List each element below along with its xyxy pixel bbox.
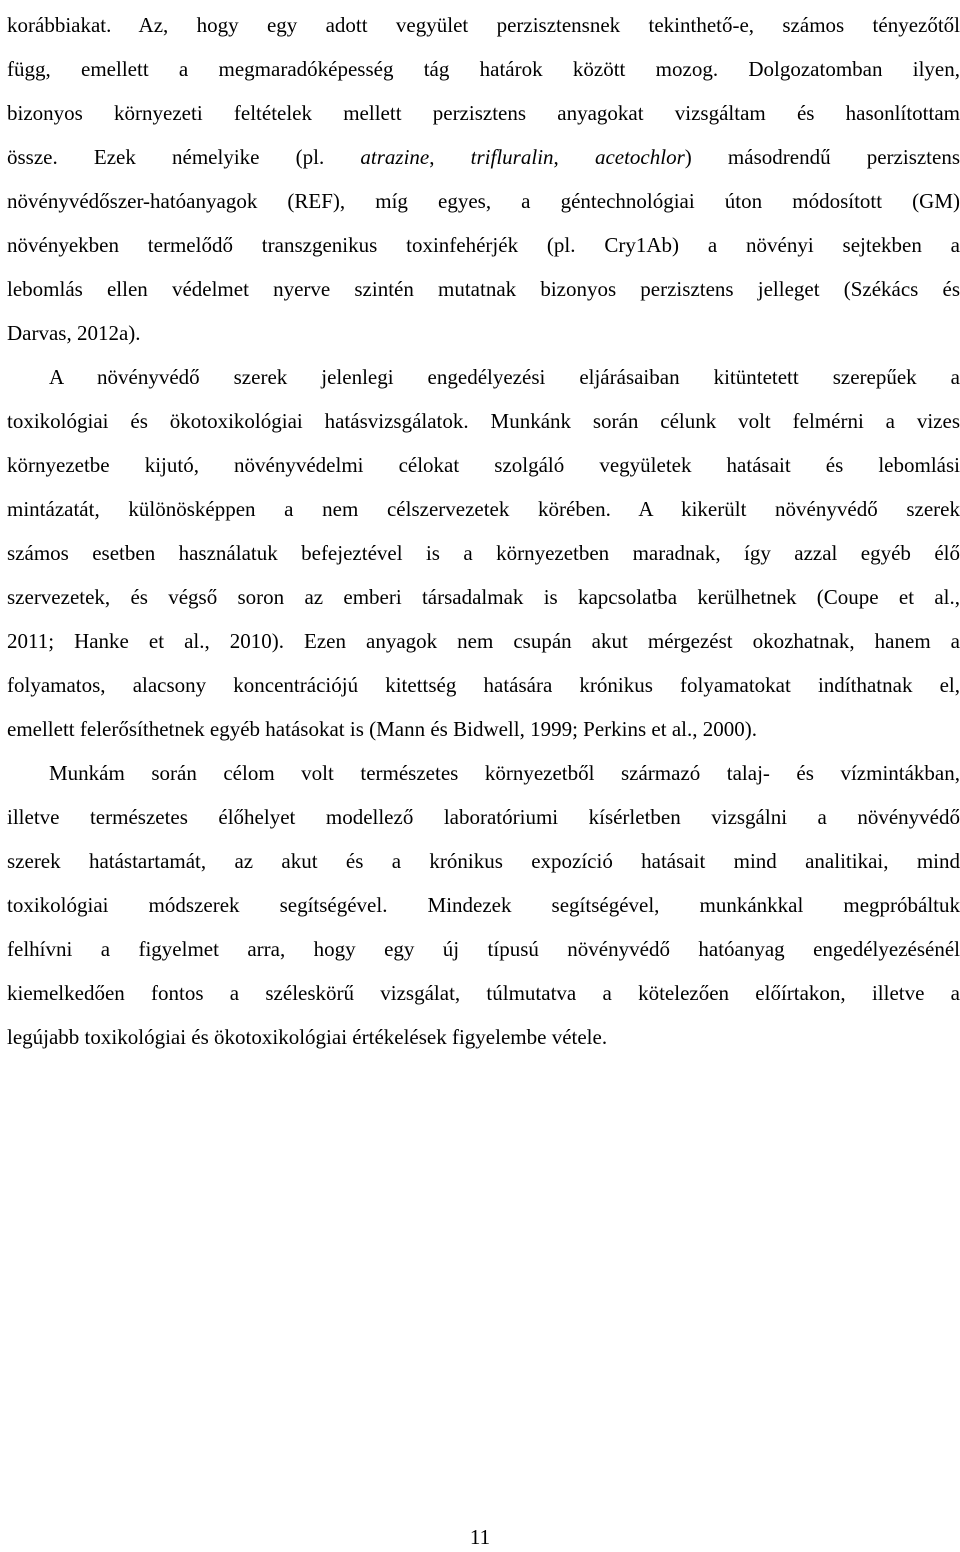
italic-text: acetochlor bbox=[594, 145, 685, 169]
text-line bbox=[7, 443, 960, 487]
text-segment: Munkám során célom volt természetes környezetből származó talaj- és vízmintákban, bbox=[49, 761, 960, 785]
text-line bbox=[7, 135, 960, 179]
text-line bbox=[7, 399, 960, 443]
text-segment: számos esetben használatuk befejeztével is a környezetben maradnak, így azzal egyéb élő bbox=[7, 541, 960, 565]
text-line bbox=[7, 927, 960, 971]
text-line bbox=[7, 91, 960, 135]
text-segment: növényekben termelődő transzgenikus toxinfehérjék (pl. Cry1Ab) a növényi sejtekben a bbox=[7, 233, 960, 257]
text-segment: toxikológiai és ökotoxikológiai hatásvizsgálatok. Munkánk során célunk volt felmérni a vizes bbox=[7, 409, 960, 433]
text-line bbox=[7, 179, 960, 223]
text-line bbox=[7, 839, 960, 883]
text-line bbox=[7, 267, 960, 311]
paragraph bbox=[7, 355, 960, 751]
text-segment: 2011; Hanke et al., 2010). Ezen anyagok nem csupán akut mérgezést okozhatnak, hanem a bbox=[7, 629, 960, 653]
text-line bbox=[7, 3, 960, 47]
text-line bbox=[7, 663, 960, 707]
page-number: 11 bbox=[469, 1525, 491, 1549]
text-line bbox=[7, 1015, 960, 1059]
text-segment: A növényvédő szerek jelenlegi engedélyezési eljárásaiban kitüntetett szerepűek a bbox=[49, 365, 960, 389]
text-line bbox=[7, 531, 960, 575]
text-line bbox=[7, 795, 960, 839]
text-segment: növényvédőszer-hatóanyagok (REF), míg egyes, a géntechnológiai úton módosított (GM) bbox=[7, 189, 960, 213]
text-segment: össze. Ezek némelyike (pl. bbox=[7, 145, 361, 169]
document-page bbox=[7, 3, 960, 1059]
text-segment: felhívni a figyelmet arra, hogy egy új típusú növényvédő hatóanyag engedélyezésénél bbox=[7, 937, 960, 961]
paragraph bbox=[7, 751, 960, 1059]
text-line bbox=[7, 751, 960, 795]
text-line bbox=[7, 47, 960, 91]
text-line bbox=[7, 971, 960, 1015]
text-line bbox=[7, 619, 960, 663]
text-segment: függ, emellett a megmaradóképesség tág határok között mozog. Dolgozatomban ilyen, bbox=[7, 57, 960, 81]
text-line bbox=[7, 487, 960, 531]
text-segment: szervezetek, és végső soron az emberi társadalmak is kapcsolatba kerülhetnek (Coupe et al., bbox=[7, 585, 960, 609]
text-line bbox=[7, 575, 960, 619]
text-segment: környezetbe kijutó, növényvédelmi célokat szolgáló vegyületek hatásait és lebomlási bbox=[7, 453, 960, 477]
text-line bbox=[7, 707, 960, 751]
text-line bbox=[7, 883, 960, 927]
text-segment: emellett felerősíthetnek egyéb hatásokat is (Mann és Bidwell, 1999; Perkins et al., 2000). bbox=[7, 717, 757, 741]
text-line bbox=[7, 311, 960, 355]
text-segment: legújabb toxikológiai és ökotoxikológiai értékelések figyelembe vétele. bbox=[7, 1025, 608, 1049]
italic-text: trifluralin bbox=[470, 145, 554, 169]
text-segment: folyamatos, alacsony koncentrációjú kitettség hatására krónikus folyamatokat indíthatnak el, bbox=[7, 673, 960, 697]
text-segment: szerek hatástartamát, az akut és a krónikus expozíció hatásait mind analitikai, mind bbox=[7, 849, 960, 873]
paragraph bbox=[7, 3, 960, 355]
text-segment: ) másodrendű perzisztens bbox=[684, 145, 960, 169]
text-segment: , bbox=[429, 145, 471, 169]
text-line bbox=[7, 355, 960, 399]
text-segment: kiemelkedően fontos a széleskörű vizsgálat, túlmutatva a kötelezően előírtakon, illetve a bbox=[7, 981, 960, 1005]
text-segment: , bbox=[553, 145, 595, 169]
text-segment: illetve természetes élőhelyet modellező laboratóriumi kísérletben vizsgálni a növényvédő bbox=[7, 805, 960, 829]
text-segment: Darvas, 2012a). bbox=[7, 321, 141, 345]
italic-text: atrazine bbox=[360, 145, 430, 169]
text-segment: lebomlás ellen védelmet nyerve szintén mutatnak bizonyos perzisztens jelleget (Székács és bbox=[7, 277, 960, 301]
text-segment: mintázatát, különösképpen a nem célszervezetek körében. A kikerült növényvédő szerek bbox=[7, 497, 960, 521]
text-line bbox=[7, 223, 960, 267]
text-segment: korábbiakat. Az, hogy egy adott vegyület perzisztensnek tekinthető-e, számos tényezőtől bbox=[7, 13, 960, 37]
text-segment: toxikológiai módszerek segítségével. Mindezek segítségével, munkánkkal megpróbáltuk bbox=[7, 893, 960, 917]
text-segment: bizonyos környezeti feltételek mellett perzisztens anyagokat vizsgáltam és hasonlítottam bbox=[7, 101, 960, 125]
